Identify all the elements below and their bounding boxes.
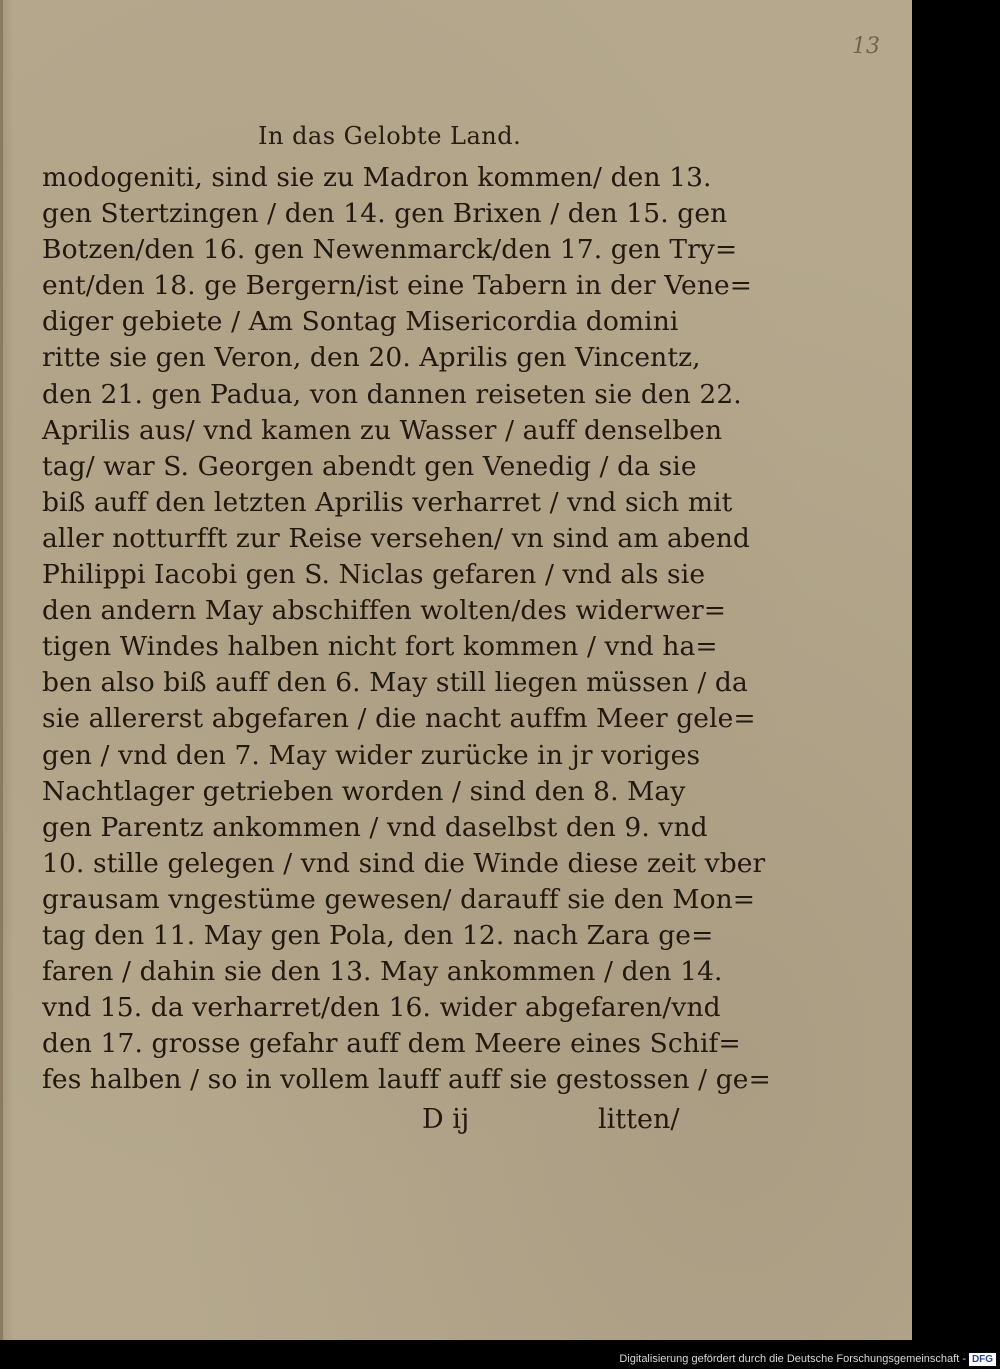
- text-line: grausam vngestüme gewesen/ darauff sie den Mon=: [42, 883, 756, 915]
- text-line: den 17. grosse gefahr auff dem Meere eines Schif=: [42, 1028, 741, 1060]
- running-head: In das Gelobte Land.: [258, 122, 522, 150]
- text-line: Botzen/den 16. gen Newenmarck/den 17. gen Try=: [42, 234, 738, 266]
- text-line: gen Parentz ankommen / vnd daselbst den 9. vnd: [42, 811, 708, 843]
- text-line: aller notturfft zur Reise versehen/ vn sind am abend: [42, 522, 750, 554]
- text-line: ben also biß auff den 6. May still liegen müssen / da: [42, 667, 748, 699]
- text-line: gen Stertzingen / den 14. gen Brixen / den 15. gen: [42, 198, 728, 230]
- folio-number: 13: [852, 34, 880, 59]
- body-text: [42, 160, 771, 1098]
- page-left-edge: [0, 0, 3, 1340]
- text-line: fes halben / so in vollem lauff auff sie gestossen / ge=: [42, 1064, 771, 1096]
- text-line: ent/den 18. ge Bergern/ist eine Tabern in der Vene=: [42, 270, 753, 302]
- text-line: tag/ war S. Georgen abendt gen Venedig / da sie: [42, 450, 697, 482]
- page-footer: [42, 1102, 678, 1142]
- text-line: Nachtlager getrieben worden / sind den 8. May: [42, 775, 686, 807]
- text-line: tigen Windes halben nicht fort kommen / vnd ha=: [42, 631, 718, 663]
- text-line: biß auff den letzten Aprilis verharret / vnd sich mit: [42, 486, 733, 518]
- text-line: vnd 15. da verharret/den 16. wider abgefaren/vnd: [42, 992, 721, 1024]
- signature-mark: D ij: [422, 1104, 470, 1135]
- text-line: faren / dahin sie den 13. May ankommen / den 14.: [42, 956, 723, 988]
- text-line: diger gebiete / Am Sontag Misericordia domini: [42, 306, 679, 338]
- catchword: litten/: [598, 1104, 680, 1135]
- text-line: ritte sie gen Veron, den 20. Aprilis gen Vincentz,: [42, 342, 701, 374]
- text-line: tag den 11. May gen Pola, den 12. nach Zara ge=: [42, 919, 714, 951]
- text-line: 10. stille gelegen / vnd sind die Winde diese zeit vber: [42, 847, 766, 879]
- dfg-logo: DFG: [969, 1353, 996, 1366]
- text-line: Philippi Iacobi gen S. Niclas gefaren / vnd als sie: [42, 559, 706, 591]
- text-line: Aprilis aus/ vnd kamen zu Wasser / auff denselben: [42, 414, 723, 446]
- text-line: den andern May abschiffen wolten/des widerwer=: [42, 595, 727, 627]
- digitization-credit: Digitalisierung gefördert durch die Deutsche Forschungsgemeinschaft -: [619, 1353, 966, 1365]
- text-line: gen / vnd den 7. May wider zurücke in jr voriges: [42, 739, 701, 771]
- text-line: den 21. gen Padua, von dannen reiseten sie den 22.: [42, 378, 742, 410]
- text-line: sie allererst abgefaren / die nacht auffm Meer gele=: [42, 703, 756, 735]
- text-line: modogeniti, sind sie zu Madron kommen/ den 13.: [42, 162, 712, 193]
